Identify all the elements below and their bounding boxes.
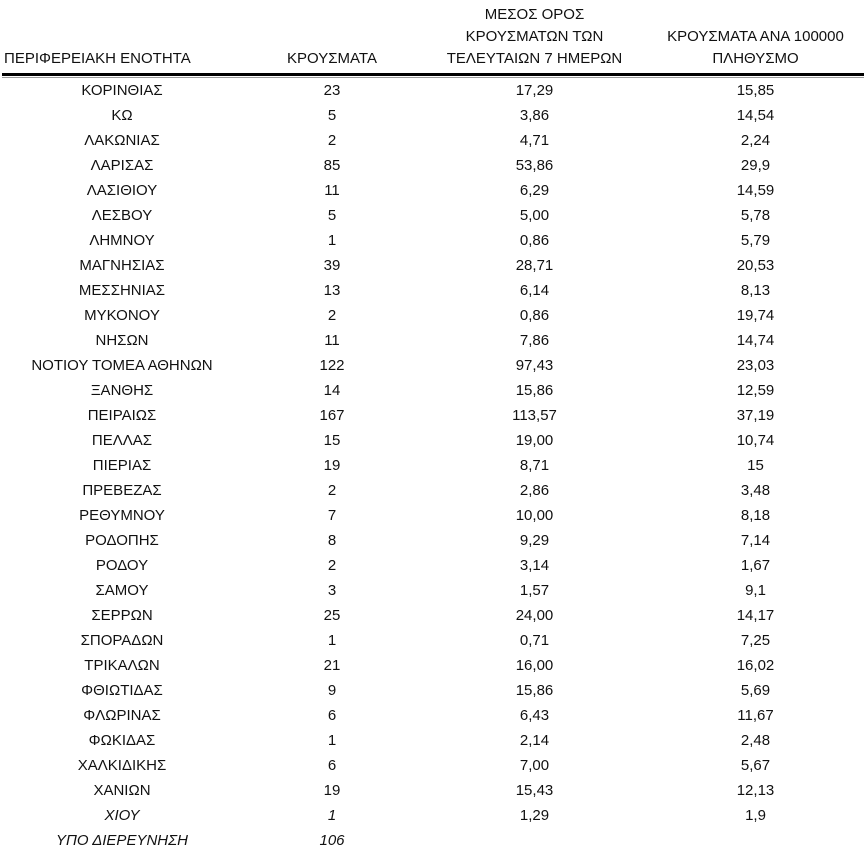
- cell-cases: 7: [327, 507, 337, 524]
- cell-region: ΣΠΟΡΑΔΩΝ: [80, 632, 164, 649]
- cell-region: ΚΩ: [111, 107, 133, 124]
- cell-avg-7day: 24,00: [515, 607, 554, 624]
- cell-cases: 19: [323, 457, 341, 474]
- cell-region: ΜΥΚΟΝΟΥ: [84, 307, 160, 324]
- cell-region: ΡΟΔΟΥ: [95, 557, 149, 574]
- cell-region: ΤΡΙΚΑΛΩΝ: [84, 657, 160, 674]
- cell-per-100k: 5,78: [740, 207, 771, 224]
- cell-avg-7day: 2,14: [519, 732, 550, 749]
- cell-per-100k: 5,69: [740, 682, 771, 699]
- cell-per-100k: [647, 828, 864, 853]
- cell-per-100k: 2,48: [740, 732, 771, 749]
- column-header-line: ΜΕΣΟΣ ΟΡΟΣ: [484, 6, 585, 23]
- cell-per-100k: 14,59: [736, 182, 775, 199]
- cell-per-100k: 23,03: [736, 357, 775, 374]
- table-row: [2, 453, 864, 478]
- cell-region: ΛΕΣΒΟΥ: [91, 207, 153, 224]
- cell-avg-7day: 15,86: [515, 682, 554, 699]
- table-body: [2, 78, 864, 853]
- cell-region: ΚΟΡΙΝΘΙΑΣ: [81, 82, 163, 99]
- cell-cases: 5: [327, 107, 337, 124]
- cell-per-100k: 37,19: [736, 407, 775, 424]
- cell-cases: 23: [323, 82, 341, 99]
- cell-avg-7day: 6,43: [519, 707, 550, 724]
- cell-cases: 2: [327, 557, 337, 574]
- cell-cases: 39: [323, 257, 341, 274]
- table-row: [2, 278, 864, 303]
- table-row: [2, 378, 864, 403]
- cell-cases: 21: [323, 657, 341, 674]
- cell-region: ΛΑΡΙΣΑΣ: [90, 157, 154, 174]
- table-row: [2, 478, 864, 503]
- cell-region: ΠΡΕΒΕΖΑΣ: [82, 482, 162, 499]
- cell-region: ΠΕΙΡΑΙΩΣ: [87, 407, 157, 424]
- table-row: [2, 603, 864, 628]
- cell-avg-7day: 8,71: [519, 457, 550, 474]
- table-header: [2, 4, 864, 78]
- cell-region: ΛΑΣΙΘΙΟΥ: [86, 182, 158, 199]
- cell-region: ΠΙΕΡΙΑΣ: [92, 457, 152, 474]
- table-row: [2, 228, 864, 253]
- cell-per-100k: 16,02: [736, 657, 775, 674]
- cell-avg-7day: [422, 828, 647, 853]
- cell-cases: 13: [323, 282, 341, 299]
- cell-region: ΛΑΚΩΝΙΑΣ: [84, 132, 160, 149]
- cell-cases: 25: [323, 607, 341, 624]
- cell-avg-7day: 113,57: [512, 407, 557, 424]
- cell-per-100k: 7,25: [740, 632, 771, 649]
- cell-avg-7day: 97,43: [515, 357, 554, 374]
- cell-region: ΦΩΚΙΔΑΣ: [88, 732, 156, 749]
- cell-region: ΞΑΝΘΗΣ: [90, 382, 154, 399]
- header-row: [2, 4, 864, 73]
- cell-cases: 1: [327, 732, 337, 749]
- cell-cases: 167: [319, 407, 345, 424]
- cell-cases: 3: [327, 582, 337, 599]
- cell-cases: 11: [324, 332, 340, 349]
- cell-per-100k: 11,67: [737, 707, 774, 724]
- table-row: [2, 703, 864, 728]
- cell-region: ΣΕΡΡΩΝ: [91, 607, 153, 624]
- table-row: [2, 178, 864, 203]
- cell-per-100k: 12,13: [736, 782, 775, 799]
- cell-avg-7day: 3,14: [519, 557, 550, 574]
- cell-avg-7day: 0,86: [519, 232, 550, 249]
- cell-per-100k: 12,59: [736, 382, 775, 399]
- cell-per-100k: 5,79: [740, 232, 771, 249]
- table-row: [2, 778, 864, 803]
- cell-cases: 2: [327, 307, 337, 324]
- table-row: [2, 428, 864, 453]
- cell-per-100k: 29,9: [740, 157, 771, 174]
- column-header-line: ΚΡΟΥΣΜΑΤΩΝ ΤΩΝ: [465, 28, 604, 45]
- cell-per-100k: 1,9: [745, 807, 766, 824]
- table-row: [2, 578, 864, 603]
- cell-per-100k: 15: [747, 457, 764, 474]
- cell-avg-7day: 7,86: [519, 332, 550, 349]
- cell-per-100k: 3,48: [740, 482, 771, 499]
- table-row: [2, 528, 864, 553]
- cell-avg-7day: 1,57: [519, 582, 550, 599]
- column-header-per-100k: [647, 4, 864, 73]
- table-row: [2, 153, 864, 178]
- cell-per-100k: 14,54: [736, 107, 775, 124]
- table-row: [2, 553, 864, 578]
- cell-per-100k: 9,1: [745, 582, 766, 599]
- cell-cases: 122: [319, 357, 345, 374]
- cell-avg-7day: 2,86: [519, 482, 550, 499]
- table-row: [2, 103, 864, 128]
- cell-avg-7day: 5,00: [519, 207, 550, 224]
- cell-cases: 2: [327, 132, 337, 149]
- table-row: [2, 653, 864, 678]
- cell-per-100k: 19,74: [736, 307, 775, 324]
- cell-avg-7day: 0,71: [519, 632, 550, 649]
- cell-per-100k: 8,13: [740, 282, 771, 299]
- cell-region: ΜΑΓΝΗΣΙΑΣ: [79, 257, 165, 274]
- cell-cases: 6: [327, 707, 337, 724]
- column-header-cases: [242, 4, 422, 73]
- cell-per-100k: 7,14: [740, 532, 771, 549]
- table-row: [2, 628, 864, 653]
- column-header-line: ΚΡΟΥΣΜΑΤΑ: [287, 50, 377, 67]
- cell-region: ΦΛΩΡΙΝΑΣ: [83, 707, 161, 724]
- cell-avg-7day: 6,14: [519, 282, 550, 299]
- cell-cases: 106: [319, 832, 345, 849]
- cell-cases: 1: [327, 632, 337, 649]
- cell-cases: 85: [323, 157, 341, 174]
- regional-cases-table: [2, 4, 864, 853]
- table-row: [2, 253, 864, 278]
- cell-cases: 6: [327, 757, 337, 774]
- cell-cases: 9: [327, 682, 337, 699]
- cell-cases: 19: [323, 782, 341, 799]
- cell-avg-7day: 4,71: [519, 132, 550, 149]
- column-header-avg-7day: [422, 4, 647, 73]
- cell-region: ΝΟΤΙΟΥ ΤΟΜΕΑ ΑΘΗΝΩΝ: [31, 357, 213, 374]
- column-header-line: ΠΛΗΘΥΣΜΟ: [712, 50, 799, 67]
- cell-per-100k: 20,53: [736, 257, 775, 274]
- table-row: [2, 128, 864, 153]
- cell-per-100k: 2,24: [740, 132, 771, 149]
- cell-avg-7day: 16,00: [515, 657, 554, 674]
- cell-per-100k: 15,85: [736, 82, 775, 99]
- cell-avg-7day: 3,86: [519, 107, 550, 124]
- table-row: [2, 828, 864, 853]
- cell-avg-7day: 19,00: [515, 432, 554, 449]
- cell-region: ΧΙΟΥ: [104, 807, 140, 824]
- cell-region: ΡΟΔΟΠΗΣ: [85, 532, 159, 549]
- cell-region: ΣΑΜΟΥ: [95, 582, 149, 599]
- cell-region: ΠΕΛΛΑΣ: [91, 432, 153, 449]
- cell-avg-7day: 7,00: [519, 757, 550, 774]
- cell-per-100k: 14,74: [736, 332, 775, 349]
- table-row: [2, 303, 864, 328]
- table-row: [2, 78, 864, 103]
- cell-cases: 8: [327, 532, 337, 549]
- cell-avg-7day: 1,29: [519, 807, 550, 824]
- table-row: [2, 353, 864, 378]
- cell-cases: 1: [327, 807, 337, 824]
- cell-avg-7day: 9,29: [519, 532, 550, 549]
- table-row: [2, 728, 864, 753]
- cell-cases: 2: [327, 482, 337, 499]
- column-header-region: [2, 4, 242, 73]
- cell-region: ΦΘΙΩΤΙΔΑΣ: [81, 682, 163, 699]
- table-row: [2, 203, 864, 228]
- cell-region: ΧΑΝΙΩΝ: [93, 782, 151, 799]
- cell-avg-7day: 15,86: [515, 382, 554, 399]
- cell-region: ΝΗΣΩΝ: [95, 332, 149, 349]
- cell-cases: 5: [327, 207, 337, 224]
- cell-region: ΥΠΟ ΔΙΕΡΕΥΝΗΣΗ: [56, 832, 188, 849]
- table-row: [2, 328, 864, 353]
- cell-per-100k: 14,17: [736, 607, 775, 624]
- table-row: [2, 403, 864, 428]
- column-header-line: ΠΕΡΙΦΕΡΕΙΑΚΗ ΕΝΟΤΗΤΑ: [4, 50, 191, 67]
- cell-avg-7day: 53,86: [515, 157, 554, 174]
- cell-per-100k: 8,18: [740, 507, 771, 524]
- cell-avg-7day: 15,43: [515, 782, 554, 799]
- cell-per-100k: 5,67: [740, 757, 771, 774]
- cell-avg-7day: 10,00: [515, 507, 554, 524]
- cell-avg-7day: 6,29: [519, 182, 550, 199]
- column-header-line: ΚΡΟΥΣΜΑΤΑ ΑΝΑ 100000: [667, 28, 844, 45]
- cell-cases: 15: [323, 432, 341, 449]
- cell-cases: 1: [327, 232, 337, 249]
- cell-avg-7day: 0,86: [519, 307, 550, 324]
- cell-region: ΡΕΘΥΜΝΟΥ: [79, 507, 165, 524]
- cell-cases: 11: [324, 182, 340, 199]
- cell-per-100k: 10,74: [736, 432, 775, 449]
- table-row: [2, 803, 864, 828]
- table-row: [2, 753, 864, 778]
- cell-region: ΧΑΛΚΙΔΙΚΗΣ: [77, 757, 167, 774]
- column-header-line: ΤΕΛΕΥΤΑΙΩΝ 7 ΗΜΕΡΩΝ: [446, 50, 623, 67]
- table-row: [2, 503, 864, 528]
- cell-per-100k: 1,67: [740, 557, 771, 574]
- cell-avg-7day: 17,29: [515, 82, 554, 99]
- cell-region: ΛΗΜΝΟΥ: [89, 232, 155, 249]
- cell-avg-7day: 28,71: [515, 257, 554, 274]
- cell-cases: 14: [323, 382, 341, 399]
- table-row: [2, 678, 864, 703]
- cell-region: ΜΕΣΣΗΝΙΑΣ: [78, 282, 166, 299]
